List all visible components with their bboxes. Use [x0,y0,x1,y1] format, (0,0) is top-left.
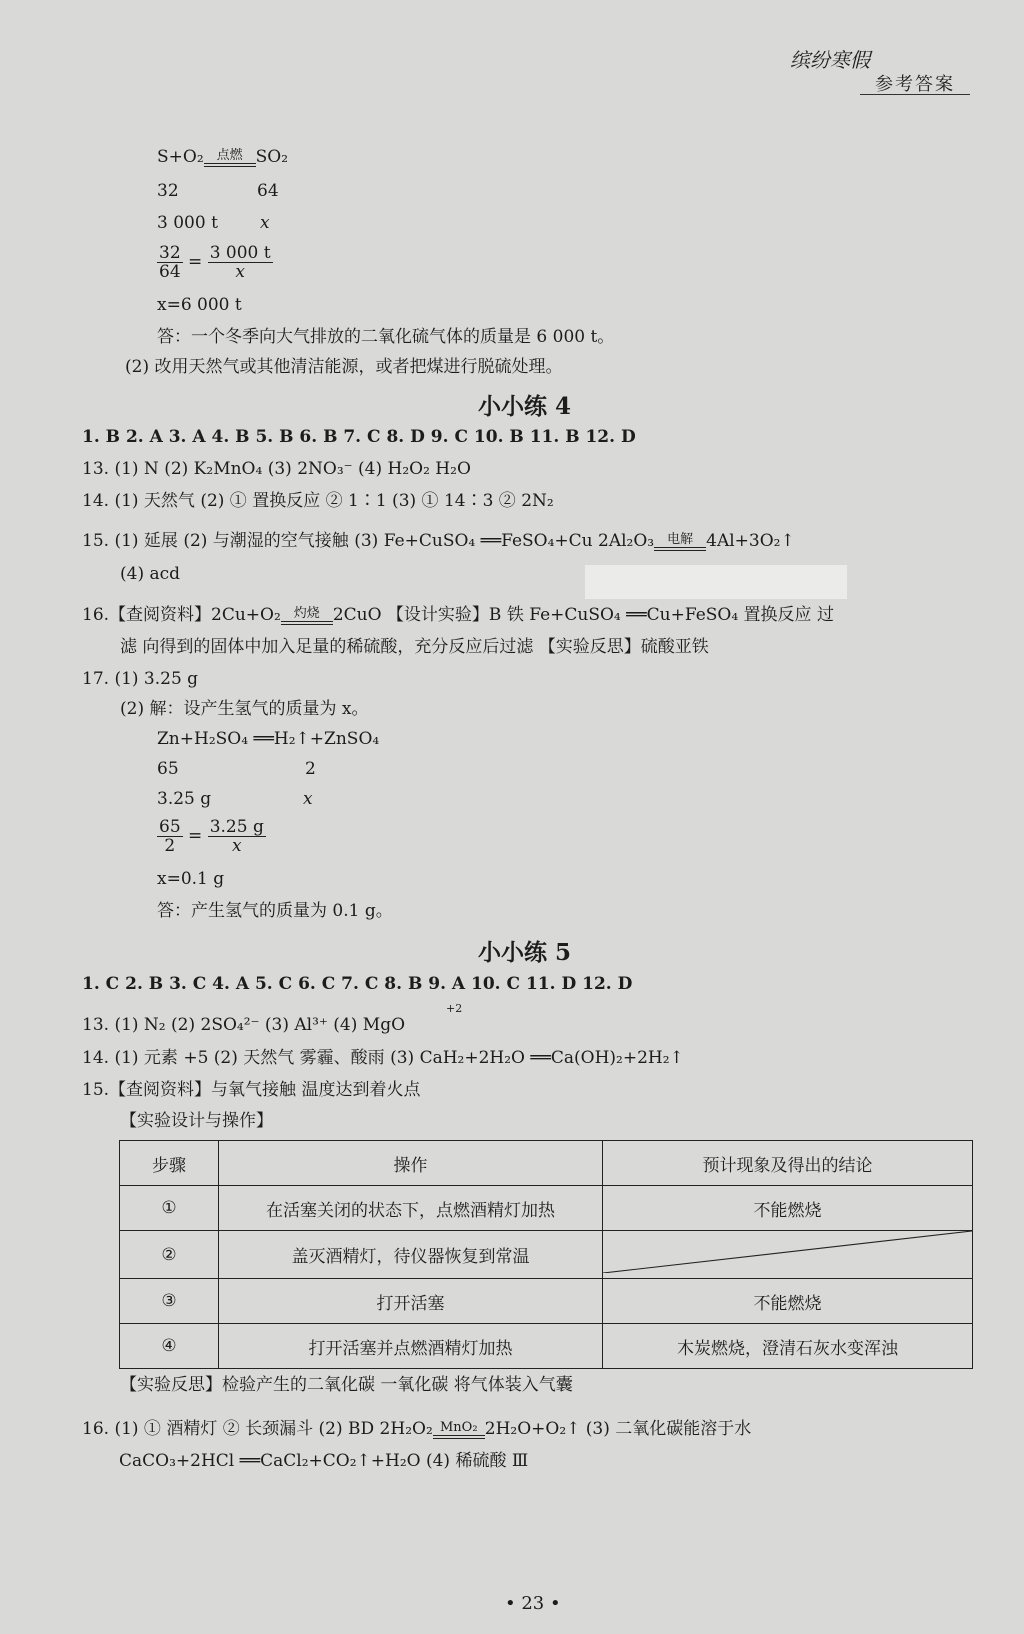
section-title-4: 小小练 4 [478,393,572,420]
s4-q17-m1: 65 [157,759,179,779]
operation-cell: 打开活塞 [219,1279,603,1324]
table-row [120,1231,973,1279]
step-cell: ③ [120,1279,219,1324]
redacted-region [585,565,847,599]
s5-q13-oxidation-state: +2 [446,1002,463,1015]
header-operation: 操作 [219,1141,603,1186]
s5-q15: 15.【查阅资料】与氧气接触 温度达到着火点 [82,1080,421,1100]
s4-q15-4: (4) acd [120,564,181,584]
step-cell: ④ [120,1324,219,1369]
operation-cell: 在活塞关闭的状态下，点燃酒精灯加热 [219,1186,603,1231]
operation-cell: 盖灭酒精灯，待仪器恢复到常温 [219,1231,603,1279]
result-cell: 不能燃烧 [603,1186,973,1231]
equation-s-o2: S+O₂ 点燃 SO₂ [157,147,289,167]
s4-q17-2: (2) 解：设产生氢气的质量为 x。 [120,699,369,719]
s5-q14: 14. (1) 元素 +5 (2) 天然气 雾霾、酸雨 (3) CaH₂+2H₂O ══Ca(OH)₂+2H₂↑ [82,1048,684,1068]
s4-q16-cont: 滤 向得到的固体中加入足量的稀硫酸，充分反应后过滤 【实验反思】硫酸亚铁 [120,637,709,657]
s4-q14: 14. (1) 天然气 (2) ① 置换反应 ② 1∶1 (3) ① 14∶3 ② 2N₂ [82,491,554,511]
s4-q13: 13. (1) N (2) K₂MnO₄ (3) 2NO₃⁻ (4) H₂O₂ H₂O [82,459,471,479]
s4-q15: 15. (1) 延展 (2) 与潮湿的空气接触 (3) Fe+CuSO₄ ══FeSO₄+Cu 2Al₂O₃ 电解 4Al+3O₂↑ [82,531,795,551]
diagonal-line [603,1231,972,1273]
s5-q16: 16. (1) ① 酒精灯 ② 长颈漏斗 (2) BD 2H₂O₂ MnO₂ 2H₂O+O₂↑ (3) 二氧化碳能溶于水 [82,1419,752,1439]
page-number: • 23 • [505,1593,561,1614]
header-divider [860,94,970,95]
s4-q17-v1: 3.25 g [157,789,212,809]
s4-mc-answers: 1. B 2. A 3. A 4. B 5. B 6. B 7. C 8. D 9. C 10. B 11. B 12. D [82,427,636,447]
step-cell: ① [120,1186,219,1231]
s4-q17-proportion: $\frac{65}{2}$ = $\frac{3.25 g}{x}$ [159,817,264,856]
s4-q17-m2: 2 [305,759,316,779]
table-header-row [120,1141,973,1186]
step-cell: ② [120,1231,219,1279]
s4-q17-v2: x [303,789,313,809]
value-2: x [260,213,270,233]
header-result: 预计现象及得出的结论 [603,1141,973,1186]
result-cell: 木炭燃烧，澄清石灰水变浑浊 [603,1324,973,1369]
mass-ratio-2: 64 [257,181,279,201]
table-row [120,1279,973,1324]
proportion: $\frac{32}{64}$ = $\frac{3 000 t}{x}$ [159,243,271,282]
s4-q16: 16.【查阅资料】2Cu+O₂ 灼烧 2CuO 【设计实验】B 铁 Fe+CuSO₄ ══Cu+FeSO₄ 置换反应 过 [82,605,834,625]
table-row [120,1186,973,1231]
answer-text: 答：一个冬季向大气排放的二氧化硫气体的质量是 6 000 t。 [157,327,615,347]
mass-ratio-1: 32 [157,181,179,201]
header-step: 步骤 [120,1141,219,1186]
s4-q17-1: 17. (1) 3.25 g [82,669,199,689]
s5-mc-answers: 1. C 2. B 3. C 4. A 5. C 6. C 7. C 8. B 9. A 10. C 11. D 12. D [82,974,633,994]
s5-q13: 13. (1) N₂ (2) 2SO₄²⁻ (3) Al³⁺ (4) MgO [82,1015,406,1035]
s4-q17-result: x=0.1 g [157,869,225,889]
s5-reflection: 【实验反思】检验产生的二氧化碳 一氧化碳 将气体装入气囊 [120,1375,573,1395]
table-row [120,1324,973,1369]
header-brand: 缤纷寒假 [790,48,870,72]
s4-q17-equation: Zn+H₂SO₄ ══H₂↑+ZnSO₄ [157,729,380,749]
s4-q17-answer: 答：产生氢气的质量为 0.1 g。 [157,901,393,921]
value-1: 3 000 t [157,213,218,233]
result-cell-crossed [603,1231,973,1279]
result: x=6 000 t [157,295,242,315]
result-cell: 不能燃烧 [603,1279,973,1324]
q2-answer: (2) 改用天然气或其他清洁能源，或者把煤进行脱硫处理。 [125,357,563,377]
s5-q15-design: 【实验设计与操作】 [120,1111,273,1131]
header-subtitle: 参考答案 [875,74,955,95]
section-title-5: 小小练 5 [478,939,572,966]
s5-q16-cont: CaCO₃+2HCl ══CaCl₂+CO₂↑+H₂O (4) 稀硫酸 Ⅲ [119,1451,529,1471]
operation-cell: 打开活塞并点燃酒精灯加热 [219,1324,603,1369]
experiment-table [119,1140,973,1369]
